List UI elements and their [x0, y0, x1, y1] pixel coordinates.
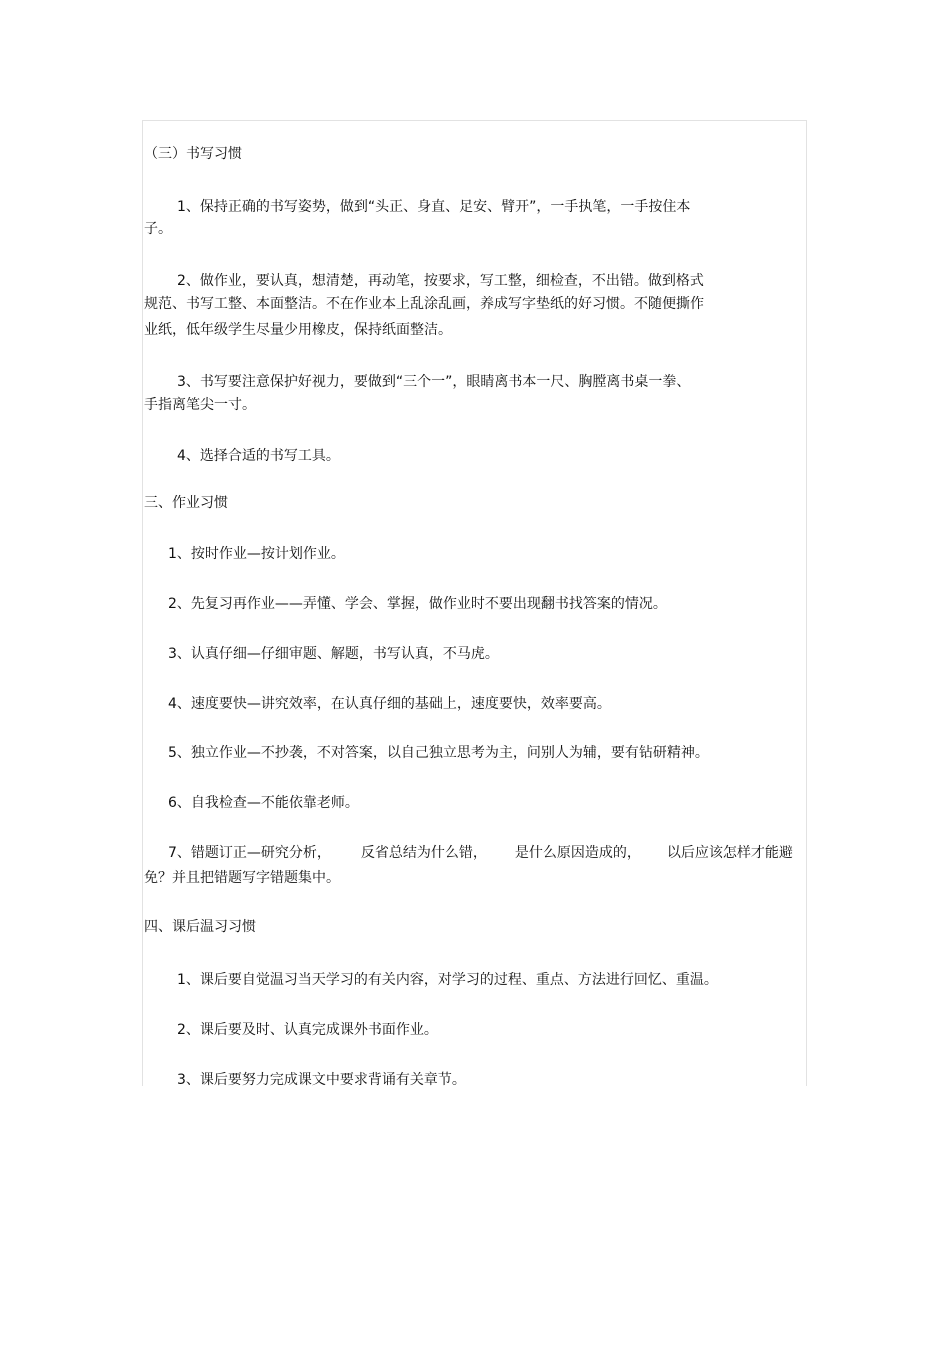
homework-item-6: 6、自我检查—不能依靠老师。 [168, 795, 359, 811]
homework-item-1: 1、按时作业—按计划作业。 [168, 546, 345, 562]
writing-item-2-line-2: 规范、书写工整、本面整洁。不在作业本上乱涂乱画，养成写字垫纸的好习惯。不随便撕作 [144, 296, 704, 312]
review-item-1: 1、课后要自觉温习当天学习的有关内容，对学习的过程、重点、方法进行回忆、重温。 [177, 972, 718, 988]
writing-item-1-line-2: 子。 [144, 221, 172, 237]
homework-item-2: 2、先复习再作业——弄懂、学会、掌握，做作业时不要出现翻书找答案的情况。 [168, 596, 667, 612]
section-heading-writing-habits: （三）书写习惯 [144, 146, 242, 162]
section-heading-review-habits: 四、课后温习习惯 [144, 919, 256, 935]
review-item-3: 3、课后要努力完成课文中要求背诵有关章节。 [177, 1072, 466, 1088]
homework-item-3: 3、认真仔细—仔细审题、解题，书写认真，不马虎。 [168, 646, 499, 662]
writing-item-3-line-2: 手指离笔尖一寸。 [144, 397, 256, 413]
writing-item-3-line-1: 3、书写要注意保护好视力，要做到“三个一”，眼睛离书本一尺、胸膛离书桌一拳、 [177, 374, 691, 390]
homework-item-7-part-2: 反省总结为什么错， [360, 845, 487, 861]
homework-item-7-part-4: 以后应该怎样才能避 [666, 845, 793, 861]
homework-item-7-part-3: 是什么原因造成的， [514, 845, 641, 861]
homework-item-7-line-1 [168, 844, 793, 862]
writing-item-1-line-1: 1、保持正确的书写姿势，做到“头正、身直、足安、臂开”，一手执笔，一手按住本 [177, 199, 691, 215]
review-item-2: 2、课后要及时、认真完成课外书面作业。 [177, 1022, 438, 1038]
writing-item-4: 4、选择合适的书写工具。 [177, 448, 340, 464]
writing-item-2-line-1: 2、做作业，要认真，想清楚，再动笔，按要求，写工整，细检查，不出错。做到格式 [177, 273, 704, 289]
section-heading-homework-habits: 三、作业习惯 [144, 495, 228, 511]
writing-item-2-line-3: 业纸，低年级学生尽量少用橡皮，保持纸面整洁。 [144, 322, 452, 338]
homework-item-7-part-1: 7、错题订正—研究分析， [168, 845, 331, 861]
homework-item-7-line-2: 免？并且把错题写字错题集中。 [144, 870, 340, 886]
homework-item-5: 5、独立作业—不抄袭，不对答案，以自己独立思考为主，问别人为辅，要有钻研精神。 [168, 745, 709, 761]
homework-item-4: 4、速度要快—讲究效率，在认真仔细的基础上，速度要快，效率要高。 [168, 696, 611, 712]
